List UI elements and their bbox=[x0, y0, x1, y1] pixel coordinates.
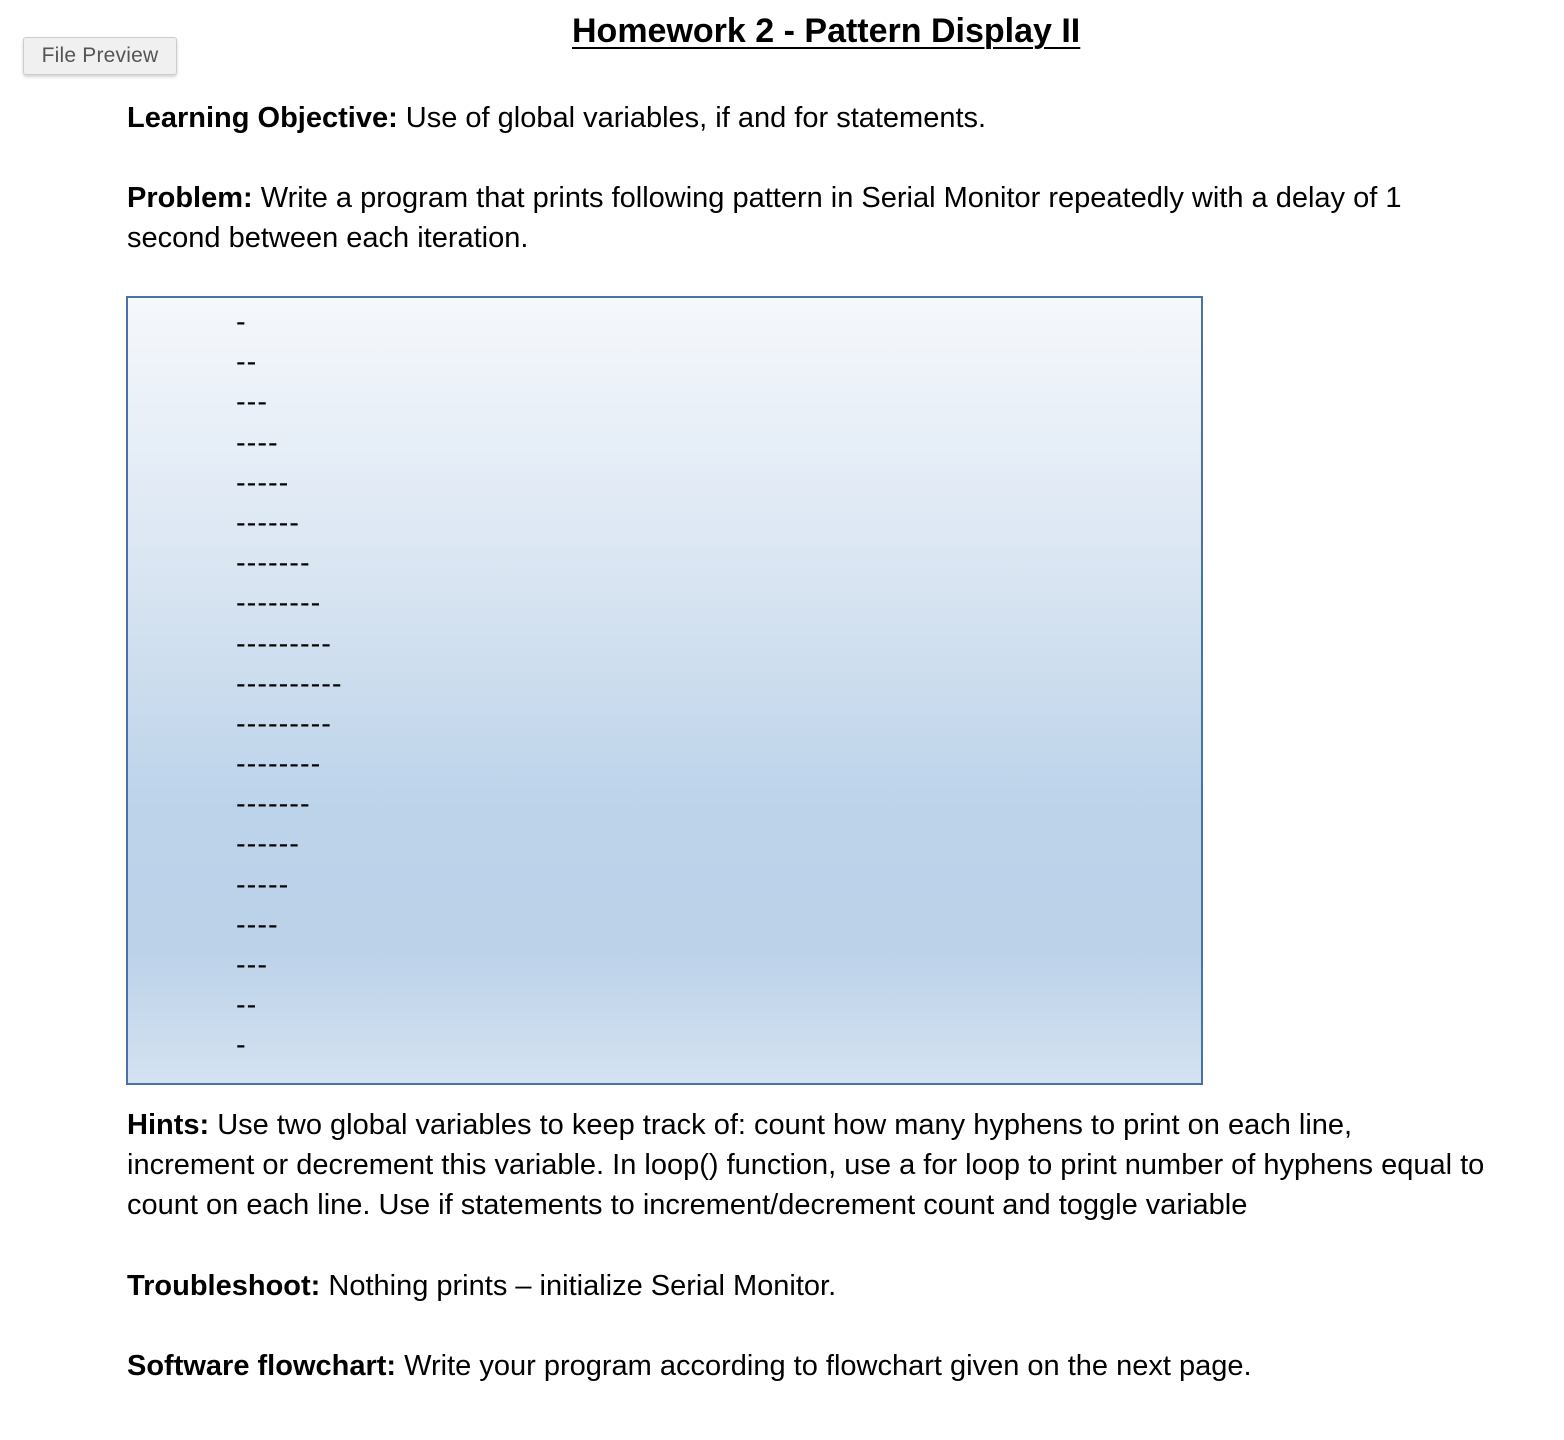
hints-text: Use two global variables to keep track of: count how many hyphens to print on each line, increment or decrement this variable. In loop() function, use a for loop to print number of hyphens equal to count on each line. Use if statements to increment/decrement count and toggle variable bbox=[127, 1109, 1485, 1221]
pattern-line: --------- bbox=[236, 707, 332, 740]
problem-label: Problem: bbox=[127, 182, 253, 214]
learning-objective-label: Learning Objective: bbox=[127, 102, 398, 134]
pattern-line: ------ bbox=[236, 506, 300, 539]
pattern-line: ----- bbox=[236, 466, 290, 499]
pattern-line: ----- bbox=[236, 868, 290, 901]
pattern-line: ---------- bbox=[236, 667, 343, 700]
pattern-line: --------- bbox=[236, 627, 332, 660]
page-title: Homework 2 - Pattern Display II bbox=[572, 12, 1081, 50]
problem-text: Write a program that prints following pattern in Serial Monitor repeatedly with a delay of 1 second between each iteration. bbox=[127, 182, 1402, 254]
pattern-line: ------- bbox=[236, 788, 311, 821]
pattern-line: --- bbox=[236, 386, 268, 419]
file-preview-button[interactable]: File Preview bbox=[23, 37, 177, 75]
pattern-lines bbox=[236, 302, 343, 1066]
pattern-line: ------- bbox=[236, 547, 311, 580]
hints-label: Hints: bbox=[127, 1109, 210, 1141]
pattern-line: ---- bbox=[236, 908, 279, 941]
pattern-line: --- bbox=[236, 949, 268, 981]
learning-objective-paragraph bbox=[127, 98, 1507, 138]
pattern-line: ------ bbox=[236, 828, 300, 861]
pattern-line: -------- bbox=[236, 587, 322, 620]
software-flowchart-text: Write your program according to flowchart given on the next page. bbox=[396, 1350, 1252, 1382]
pattern-line: - bbox=[236, 306, 247, 338]
pattern-output-box bbox=[126, 296, 1203, 1085]
troubleshoot-text: Nothing prints – initialize Serial Monitor. bbox=[320, 1270, 837, 1302]
pattern-line: -- bbox=[236, 346, 258, 379]
software-flowchart-label: Software flowchart: bbox=[127, 1350, 397, 1382]
pattern-line: -- bbox=[236, 989, 258, 1022]
pattern-line: -------- bbox=[236, 748, 322, 781]
pattern-line: ---- bbox=[236, 426, 279, 459]
troubleshoot-label: Troubleshoot: bbox=[127, 1270, 321, 1302]
pattern-line: - bbox=[236, 1029, 247, 1062]
troubleshoot-paragraph bbox=[127, 1266, 1507, 1306]
hints-paragraph bbox=[127, 1105, 1487, 1225]
learning-objective-text: Use of global variables, if and for statements. bbox=[397, 102, 987, 134]
problem-paragraph bbox=[127, 178, 1497, 258]
software-flowchart-paragraph bbox=[127, 1346, 1507, 1386]
